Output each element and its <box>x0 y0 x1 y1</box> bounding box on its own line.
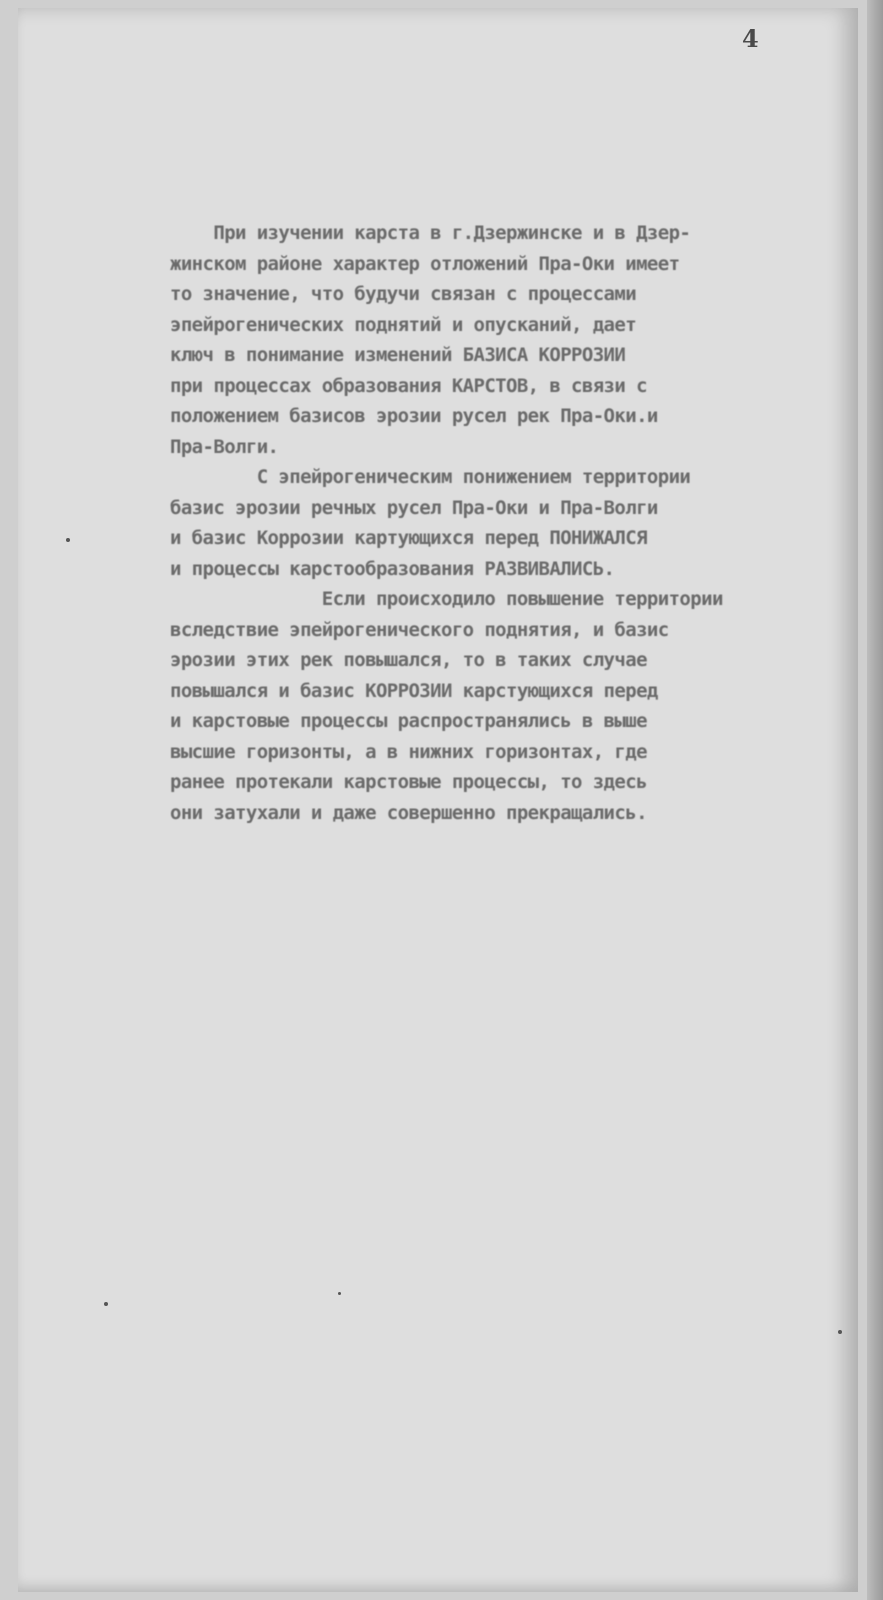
text-line: и процессы карстообразования РАЗВИВАЛИСЬ. <box>170 557 615 580</box>
text-line: эрозии этих рек повышался, то в таких случае <box>170 649 647 671</box>
text-line: ключ в понимание изменений БАЗИСА КОРРОЗИИ <box>170 344 626 366</box>
text-line: ранее протекали карстовые процессы, то здесь <box>170 771 647 793</box>
text-line: повышался и базис КОРРОЗИИ карстующихся перед <box>170 679 658 702</box>
paper-speck <box>66 538 70 542</box>
page-edge-shadow <box>867 0 883 1600</box>
text-line: они затухали и даже совершенно прекращались. <box>170 801 647 824</box>
text-line: При изучении карста в г.Дзержинске и в Дзер- <box>170 222 691 244</box>
typed-text-block <box>170 218 835 828</box>
paper-speck <box>838 1330 842 1334</box>
text-line: эпейрогенических поднятий и опусканий, дает <box>170 313 637 336</box>
paper-speck <box>104 1302 108 1306</box>
text-line: и карстовые процессы распространялись в выше <box>170 710 647 732</box>
paper-speck <box>338 1292 341 1295</box>
text-line: Если происходило повышение территории <box>170 588 723 610</box>
paragraph-3 <box>170 584 835 828</box>
paragraph-1 <box>170 218 835 462</box>
text-line: при процессах образования КАРСТОВ, в связи с <box>170 374 647 397</box>
text-line: то значение, что будучи связан с процессами <box>170 283 637 305</box>
text-line: Пра-Волги. <box>170 435 279 458</box>
text-line: и базис Коррозии картующихся перед ПОНИЖАЛСЯ <box>170 527 647 549</box>
text-line: жинском районе характер отложений Пра-Оки имеет <box>170 252 680 275</box>
text-line: положением базисов эрозии русел рек Пра-Оки.и <box>170 405 658 427</box>
text-line: базис эрозии речных русел Пра-Оки и Пра-Волги <box>170 496 658 519</box>
text-line: С эпейрогеническим понижением территории <box>170 466 691 488</box>
text-line: вследствие эпейрогенического поднятия, и базис <box>170 618 669 641</box>
page-mark: 4 <box>742 24 759 53</box>
paragraph-2 <box>170 462 835 584</box>
text-line: высшие горизонты, а в нижних горизонтах, где <box>170 740 647 763</box>
